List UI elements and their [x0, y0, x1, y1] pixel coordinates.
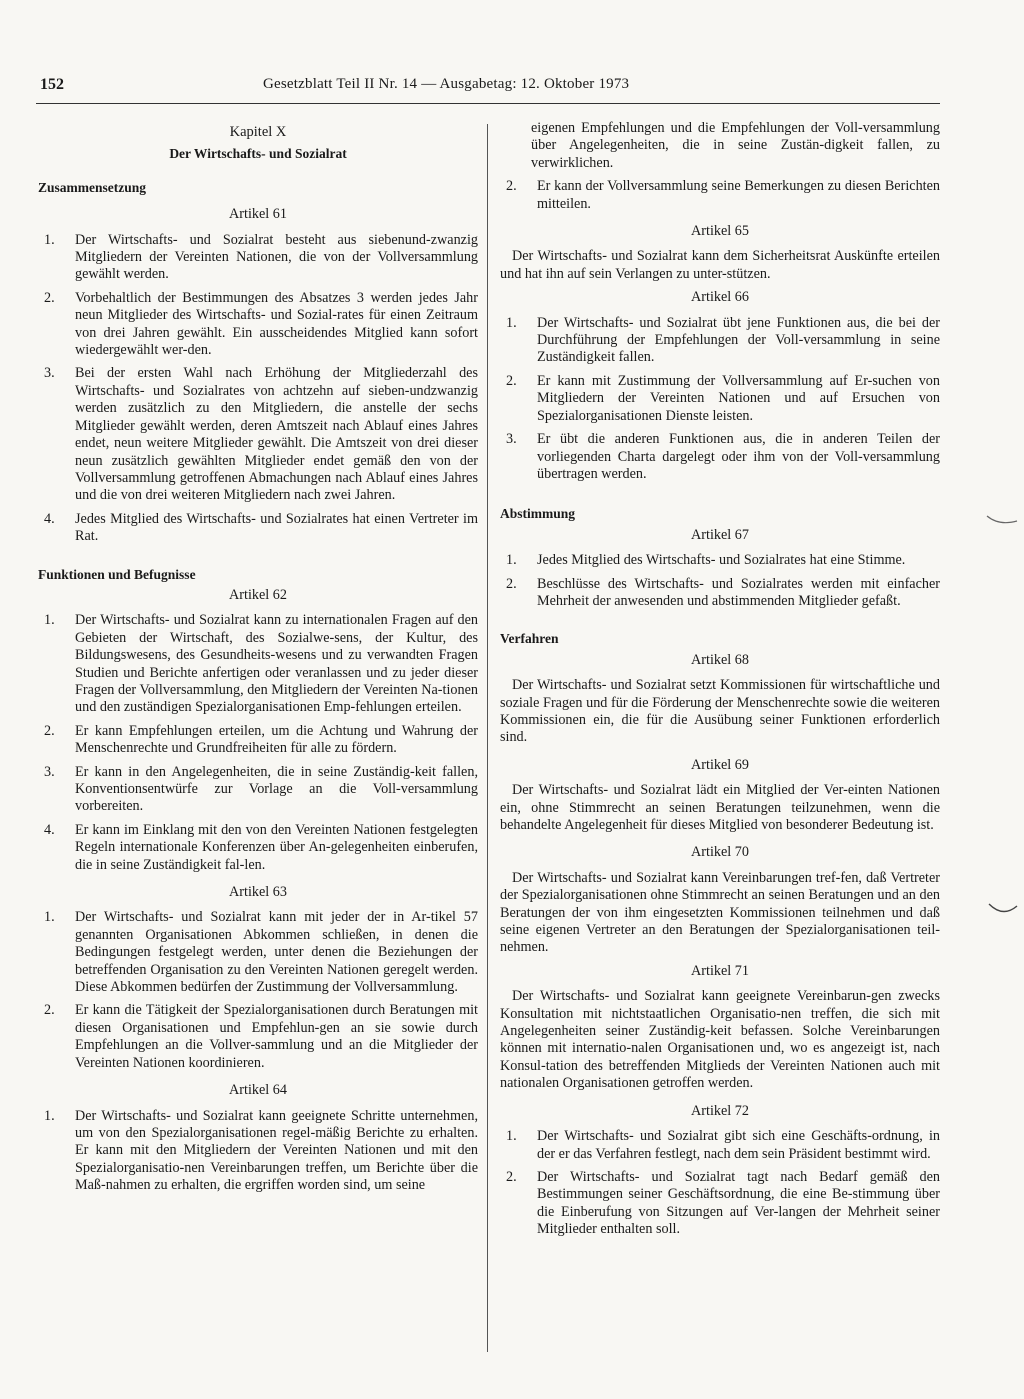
article-title: Artikel 70 [691, 844, 749, 861]
paragraph: 1. Jedes Mitglied des Wirtschafts- und Sozialrates hat eine Stimme. [506, 552, 906, 569]
paragraph: 1. Der Wirtschafts- und Sozialrat gibt sich eine Geschäfts-ordnung, in der er das Verfahren festlegt, nach dem sein Präsident bestimmt wird. [506, 1128, 940, 1162]
paragraph: 2. Er kann die Tätigkeit der Spezialorganisationen durch Beratungen mit diesen Organisationen und Empfehlun-gen an sie sowie durch Empfehlungen an die Vollver-sammlung und an die Mitglieder der Vereinten Nationen koordinieren. [44, 1002, 478, 1071]
paragraph: 4. Er kann im Einklang mit den von den Vereinten Nationen festgelegten Regeln internationale Konferenzen über An-gelegenheiten einberufen, die in seine Zuständigkeit fal-len. [44, 821, 478, 873]
pen-mark [985, 900, 1021, 922]
article-title: Artikel 66 [691, 289, 749, 306]
paragraph: 1. Der Wirtschafts- und Sozialrat übt jene Funktionen aus, die bei der Durchführung der Empfehlungen der Voll-versammlung in seine Zuständigkeit fallen. [506, 314, 940, 366]
paragraph: Der Wirtschafts- und Sozialrat lädt ein Mitglied der Ver-einten Nationen ein, ohne Stimmrecht an seinen Beratungen teilzunehmen, wenn die behandelte Angelegenheit für dieses Mitglied von besonderer Bedeutung ist. [500, 782, 940, 833]
article-title: Artikel 64 [229, 1082, 287, 1099]
paragraph: 2. Er kann der Vollversammlung seine Bemerkungen zu diesen Berichten mitteilen. [506, 178, 940, 212]
section-heading: Zusammensetzung [38, 179, 147, 195]
article-title: Artikel 68 [691, 651, 749, 668]
article-title: Artikel 61 [229, 206, 287, 223]
article-title: Artikel 63 [229, 884, 287, 901]
paragraph: 1. Der Wirtschafts- und Sozialrat kann geeignete Schritte unternehmen, um von den Spezialorganisationen regel-mäßig Berichte zu erhalten. Er kann mit den Mitgliedern der Vereinten Nationen und mit den Spezialorganisatio-nen Vereinbarungen treffen, um Berichte über die Maß-nahmen zu erhalten, die ergriffen worden sind, um seine [44, 1107, 478, 1194]
paragraph: Der Wirtschafts- und Sozialrat kann geeignete Vereinbarun-gen zwecks Konsultation mit nichtstaatlichen Organisatio-nen treffen, die sich mit Angelegenheiten seiner Zuständig-keit befassen. Solche Vereinbarungen können mit internatio-nalen Organisationen und, wo es angezeigt ist, nach Konsul-tation des betreffenden Mitglieds der Vereinten Nationen auch mit nationalen Organisationen getroffen werden. [500, 988, 940, 1092]
paragraph: 4. Jedes Mitglied des Wirtschafts- und Sozialrates hat einen Vertreter im Rat. [44, 510, 478, 545]
article-title: Artikel 69 [691, 756, 749, 773]
paragraph: 2. Der Wirtschafts- und Sozialrat tagt nach Bedarf gemäß den Bestimmungen seiner Geschäftsordnung, die eine Be-stimmung über die Einberufung von Sitzungen auf Ver-langen der Mehrheit seiner Mitglieder enthalten soll. [506, 1168, 940, 1238]
paragraph: Der Wirtschafts- und Sozialrat kann dem Sicherheitsrat Auskünfte erteilen und hat ihn auf sein Verlangen zu unter-stützen. [500, 248, 940, 282]
header-title: Gesetzblatt Teil II Nr. 14 — Ausgabetag: 12. Oktober 1973 [263, 76, 630, 92]
paragraph: 1. Der Wirtschafts- und Sozialrat kann zu internationalen Fragen auf den Gebieten der Wirtschaft, des Sozialwe-sens, der Kultur, des Bildungswesens, des Gesundheits-wesens und zu verwandten Fragen Studien und Berichte anfertigen oder veranlassen und zu jeder dieser Fragen der Vollversammlung, den Mitgliedern der Vereinten Na-tionen und den zuständigen Spezialorganisationen Emp-fehlungen erteilen. [44, 612, 478, 716]
paragraph-continuation: eigenen Empfehlungen und die Empfehlungen der Voll-versammlung über Angelegenheiten, die in seine Zustän-digkeit fallen, zu verwirklichen. [531, 120, 940, 171]
paragraph: 1. Der Wirtschafts- und Sozialrat besteht aus siebenund-zwanzig Mitgliedern der Vereinten Nationen, die von der Vollversammlung gewählt werden. [44, 231, 478, 283]
left-column [38, 120, 478, 1201]
article-title: Artikel 71 [691, 962, 749, 979]
header-rule [36, 103, 940, 104]
paragraph: 3. Bei der ersten Wahl nach Erhöhung der Mitgliederzahl des Wirtschafts- und Sozialrates von achtzehn auf sieben-undzwanzig werden zusätzlich zu den Mitgliedern, die anstelle der sechs Mitglieder gewählt werden, deren Amtszeit nach Ablauf eines Jahres endet, neun weitere Mitglieder gewählt. Die Amtszeit von drei dieser neun zusätzlich gewählten Mitglieder endet gemäß den von der Vollversammlung getroffenen Abmachungen nach Ablauf eines Jahres und die von drei weiteren Mitgliedern nach zwei Jahren. [44, 365, 478, 504]
page-header [40, 76, 940, 100]
section-heading: Abstimmung [500, 506, 576, 522]
paragraph: 2. Er kann Empfehlungen erteilen, um die Achtung und Wahrung der Menschenrechte und Grundfreiheiten für alle zu fördern. [44, 722, 478, 757]
paragraph: 2. Er kann mit Zustimmung der Vollversammlung auf Er-suchen von Mitgliedern der Vereinten Nationen und auf Ersuchen von Spezialorganisationen Dienste leisten. [506, 372, 940, 424]
paragraph: 2. Vorbehaltlich der Bestimmungen des Absatzes 3 werden jedes Jahr neun Mitglieder des Wirtschafts- und Sozial-rates für einen Zeitraum von drei Jahren gewählt. Ein ausscheidendes Mitglied kann sofort wiedergewählt wer-den. [44, 289, 478, 359]
article-title: Artikel 72 [691, 1102, 749, 1119]
section-heading: Funktionen und Befugnisse [38, 566, 196, 582]
article-title: Artikel 67 [691, 526, 749, 543]
paragraph: 1. Der Wirtschafts- und Sozialrat kann mit jeder der in Ar-tikel 57 genannten Organisationen Abkommen schließen, in denen die Bedingungen festgelegt werden, unter denen die Beziehungen der betreffenden Organisation zu den Vereinten Nationen geregelt werden. Diese Abkommen bedürfen der Zustimmung der Vollversammlung. [44, 909, 478, 996]
section-heading: Verfahren [500, 631, 559, 647]
paragraph: 3. Er kann in den Angelegenheiten, die in seine Zuständig-keit fallen, Konventionsentwürfe zur Vorlage an die Voll-versammlung vorbereiten. [44, 763, 478, 815]
right-column [500, 120, 940, 1245]
page-number: 152 [40, 76, 64, 93]
chapter-heading: Kapitel X [229, 124, 287, 140]
paragraph: Der Wirtschafts- und Sozialrat setzt Kommissionen für wirtschaftliche und soziale Fragen und für die Förderung der Menschenrechte sowie die weiteren Kommissionen ein, die für die Ausübung seiner Funktionen erforderlich sind. [500, 677, 940, 746]
article-title: Artikel 65 [691, 223, 749, 240]
column-divider [487, 124, 488, 1352]
paragraph: Der Wirtschafts- und Sozialrat kann Vereinbarungen tref-fen, daß Vertreter der Spezialorganisationen ohne Stimmrecht an seinen Beratungen und an den Beratungen der von ihm eingesetzten Kommissionen teilnehmen und daß seine eigenen Vertreter an den Beratungen der Spezialorganisationen teil-nehmen. [500, 869, 940, 956]
paragraph: 2. Beschlüsse des Wirtschafts- und Sozialrates werden mit einfacher Mehrheit der anwesenden und abstimmenden Mitglieder gefaßt. [506, 575, 940, 609]
pen-mark [985, 512, 1021, 528]
paragraph: 3. Er übt die anderen Funktionen aus, die in anderen Teilen der vorliegenden Charta dargelegt oder ihm von der Voll-versammlung übertragen werden. [506, 431, 940, 482]
chapter-title: Der Wirtschafts- und Sozialrat [169, 146, 347, 162]
article-title: Artikel 62 [229, 586, 287, 603]
